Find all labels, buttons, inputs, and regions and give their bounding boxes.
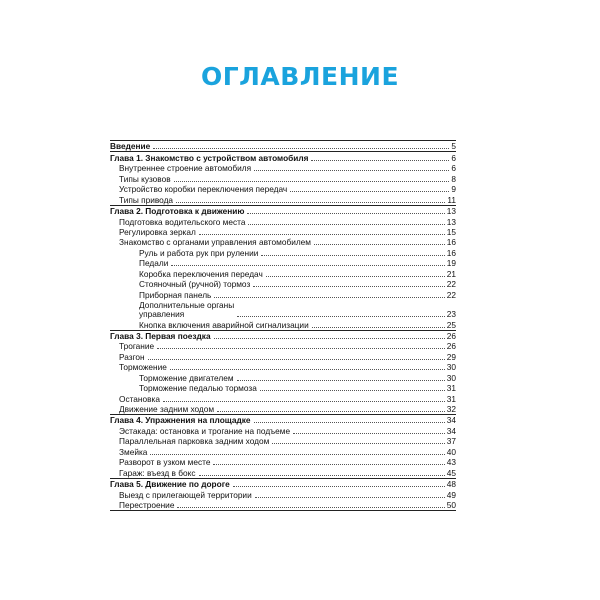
toc-page-number: 45 (446, 467, 456, 478)
toc-page-number: 22 (446, 279, 456, 290)
toc-entry-title: Введение (110, 141, 151, 152)
dot-leader (177, 507, 444, 508)
dot-leader (170, 369, 445, 370)
toc-entry-row[interactable] (110, 268, 456, 278)
toc-entry-row[interactable] (110, 351, 456, 361)
dot-leader (217, 411, 445, 412)
dot-leader (213, 464, 444, 465)
toc-page-number: 16 (446, 247, 456, 258)
toc-page-number: 9 (451, 184, 456, 195)
toc-entry-row[interactable] (110, 163, 456, 173)
toc-entry-title: Глава 3. Первая поездка (110, 330, 211, 341)
toc-entry-row[interactable] (110, 446, 456, 456)
toc-page-number: 43 (446, 457, 456, 468)
toc-page-number: 25 (446, 319, 456, 330)
toc-entry-title: Регулировка зеркал (119, 226, 196, 237)
toc-entry-row[interactable] (110, 237, 456, 247)
toc-entry-title: Трогание (119, 341, 155, 352)
toc-entry-title: Устройство коробки переключения передач (119, 184, 288, 195)
toc-entry-title: Внутреннее строение автомобиля (119, 163, 252, 174)
dot-leader (171, 265, 444, 266)
toc-entry-row[interactable] (110, 227, 456, 237)
toc-entry-row[interactable] (110, 184, 456, 194)
toc-page-number: 31 (446, 383, 456, 394)
toc-entry-row[interactable] (110, 319, 456, 329)
toc-entry-row[interactable] (110, 247, 456, 257)
toc-entry-title: Глава 1. Знакомство с устройством автомобиля (110, 152, 309, 163)
toc-entry-title: Глава 5. Движение по дороге (110, 479, 230, 490)
toc-page-number: 21 (446, 268, 456, 279)
toc-entry-row[interactable] (110, 500, 456, 511)
toc-entry-title: Остановка (119, 393, 160, 404)
toc-entry-row[interactable] (110, 216, 456, 226)
toc-page-number: 5 (451, 141, 456, 152)
dot-leader (255, 497, 445, 498)
toc-entry-title: Знакомство с органами управления автомобилем (119, 237, 311, 248)
toc-page-number: 34 (446, 425, 456, 436)
toc-entry-title: Торможение двигателем (139, 372, 234, 383)
toc-entry-row[interactable] (110, 289, 456, 299)
toc-page-number: 30 (446, 362, 456, 373)
toc-page-number: 8 (451, 173, 456, 184)
toc-entry-title: Торможение (119, 362, 167, 373)
toc-page-number: 29 (446, 351, 456, 362)
toc-chapter-row[interactable] (110, 151, 456, 162)
toc-entry-row[interactable] (110, 194, 456, 204)
dot-leader (176, 202, 445, 203)
toc-entry-title: Руль и работа рук при рулении (139, 247, 259, 258)
dot-leader (254, 422, 445, 423)
toc-entry-title: Педали (139, 258, 169, 269)
toc-entry-title: Подготовка водительского места (119, 216, 246, 227)
toc-entry-title: Приборная панель (139, 289, 212, 300)
toc-entry-title: Стояночный (ручной) тормоз (139, 279, 251, 290)
toc-page-number: 31 (446, 393, 456, 404)
toc-entry-row[interactable] (110, 383, 456, 393)
toc-chapter-row[interactable] (110, 205, 456, 216)
toc-page-number: 13 (446, 206, 456, 217)
dot-leader (214, 338, 445, 339)
toc-page-number: 32 (446, 404, 456, 414)
table-of-contents (110, 140, 456, 511)
dot-leader (150, 454, 444, 455)
toc-chapter-row[interactable] (110, 414, 456, 425)
toc-page-number: 11 (447, 194, 456, 205)
dot-leader (312, 327, 445, 328)
dot-leader (260, 390, 445, 391)
dot-leader (290, 191, 449, 192)
dot-leader (174, 181, 450, 182)
dot-leader (311, 160, 449, 161)
dot-leader (293, 433, 445, 434)
toc-entry-title: Разворот в узком месте (119, 457, 211, 468)
toc-page-number: 50 (446, 499, 456, 510)
toc-page-number: 13 (446, 216, 456, 227)
toc-entry-row[interactable] (110, 489, 456, 499)
toc-page-number: 6 (451, 163, 456, 174)
toc-entry-title: Эстакада: остановка и трогание на подъеме (119, 425, 291, 436)
toc-entry-title: Разгон (119, 351, 145, 362)
toc-entry-row[interactable] (110, 467, 456, 477)
toc-page-number: 40 (446, 446, 456, 457)
toc-page-number: 49 (446, 489, 456, 500)
toc-entry-title: Типы привода (119, 194, 174, 205)
toc-page-number: 26 (446, 341, 456, 352)
toc-page-number: 23 (446, 309, 456, 320)
dot-leader (248, 224, 444, 225)
toc-entry-row[interactable] (110, 300, 456, 320)
dot-leader (314, 244, 445, 245)
dot-leader (237, 380, 445, 381)
toc-entry-row[interactable] (110, 425, 456, 435)
dot-leader (233, 486, 445, 487)
dot-leader (199, 475, 445, 476)
toc-entry-row[interactable] (110, 362, 456, 372)
dot-leader (199, 234, 445, 235)
toc-entry-row[interactable] (110, 404, 456, 414)
page-title: ОГЛАВЛЕНИЕ (200, 62, 400, 91)
toc-entry-title: Перестроение (119, 499, 175, 510)
toc-page-number: 37 (446, 436, 456, 447)
toc-entry-title: Выезд с прилегающей территории (119, 489, 252, 500)
toc-entry-row[interactable] (110, 279, 456, 289)
toc-page-number: 26 (446, 330, 456, 341)
dot-leader (237, 316, 445, 317)
toc-chapter-row[interactable] (110, 140, 456, 151)
toc-entry-title: Коробка переключения передач (139, 268, 263, 279)
toc-entry-title: Торможение педалью тормоза (139, 383, 257, 394)
toc-entry-row[interactable] (110, 372, 456, 382)
toc-page-number: 30 (446, 372, 456, 383)
dot-leader (163, 401, 445, 402)
toc-page-number: 19 (446, 258, 456, 269)
toc-entry-row[interactable] (110, 436, 456, 446)
toc-chapter-row[interactable] (110, 478, 456, 489)
toc-page-number: 15 (446, 226, 456, 237)
toc-entry-row[interactable] (110, 258, 456, 268)
dot-leader (272, 443, 444, 444)
toc-entry-title: Параллельная парковка задним ходом (119, 436, 270, 447)
toc-entry-title: Типы кузовов (119, 173, 171, 184)
dot-leader (153, 148, 449, 149)
toc-entry-row[interactable] (110, 393, 456, 403)
dot-leader (266, 276, 445, 277)
dot-leader (254, 170, 449, 171)
toc-page-number: 34 (446, 415, 456, 426)
toc-page-number: 6 (451, 152, 456, 163)
dot-leader (247, 213, 444, 214)
toc-entry-title: Дополнительные органы управления (139, 300, 235, 320)
toc-chapter-row[interactable] (110, 330, 456, 341)
dot-leader (157, 348, 445, 349)
toc-page-number: 22 (446, 289, 456, 300)
toc-entry-title: Гараж: въезд в бокс (119, 467, 196, 478)
toc-entry-title: Кнопка включения аварийной сигнализации (139, 319, 309, 330)
toc-entry-row[interactable] (110, 173, 456, 183)
toc-entry-title: Глава 4. Упражнения на площадке (110, 415, 251, 426)
toc-page-number: 16 (446, 237, 456, 248)
toc-page-number: 48 (446, 479, 456, 490)
dot-leader (214, 297, 444, 298)
toc-entry-row[interactable] (110, 457, 456, 467)
toc-entry-title: Глава 2. Подготовка к движению (110, 206, 245, 217)
toc-entry-title: Змейка (119, 446, 148, 457)
dot-leader (148, 359, 445, 360)
dot-leader (261, 255, 444, 256)
toc-entry-row[interactable] (110, 341, 456, 351)
toc-entry-title: Движение задним ходом (119, 404, 215, 414)
dot-leader (253, 286, 445, 287)
